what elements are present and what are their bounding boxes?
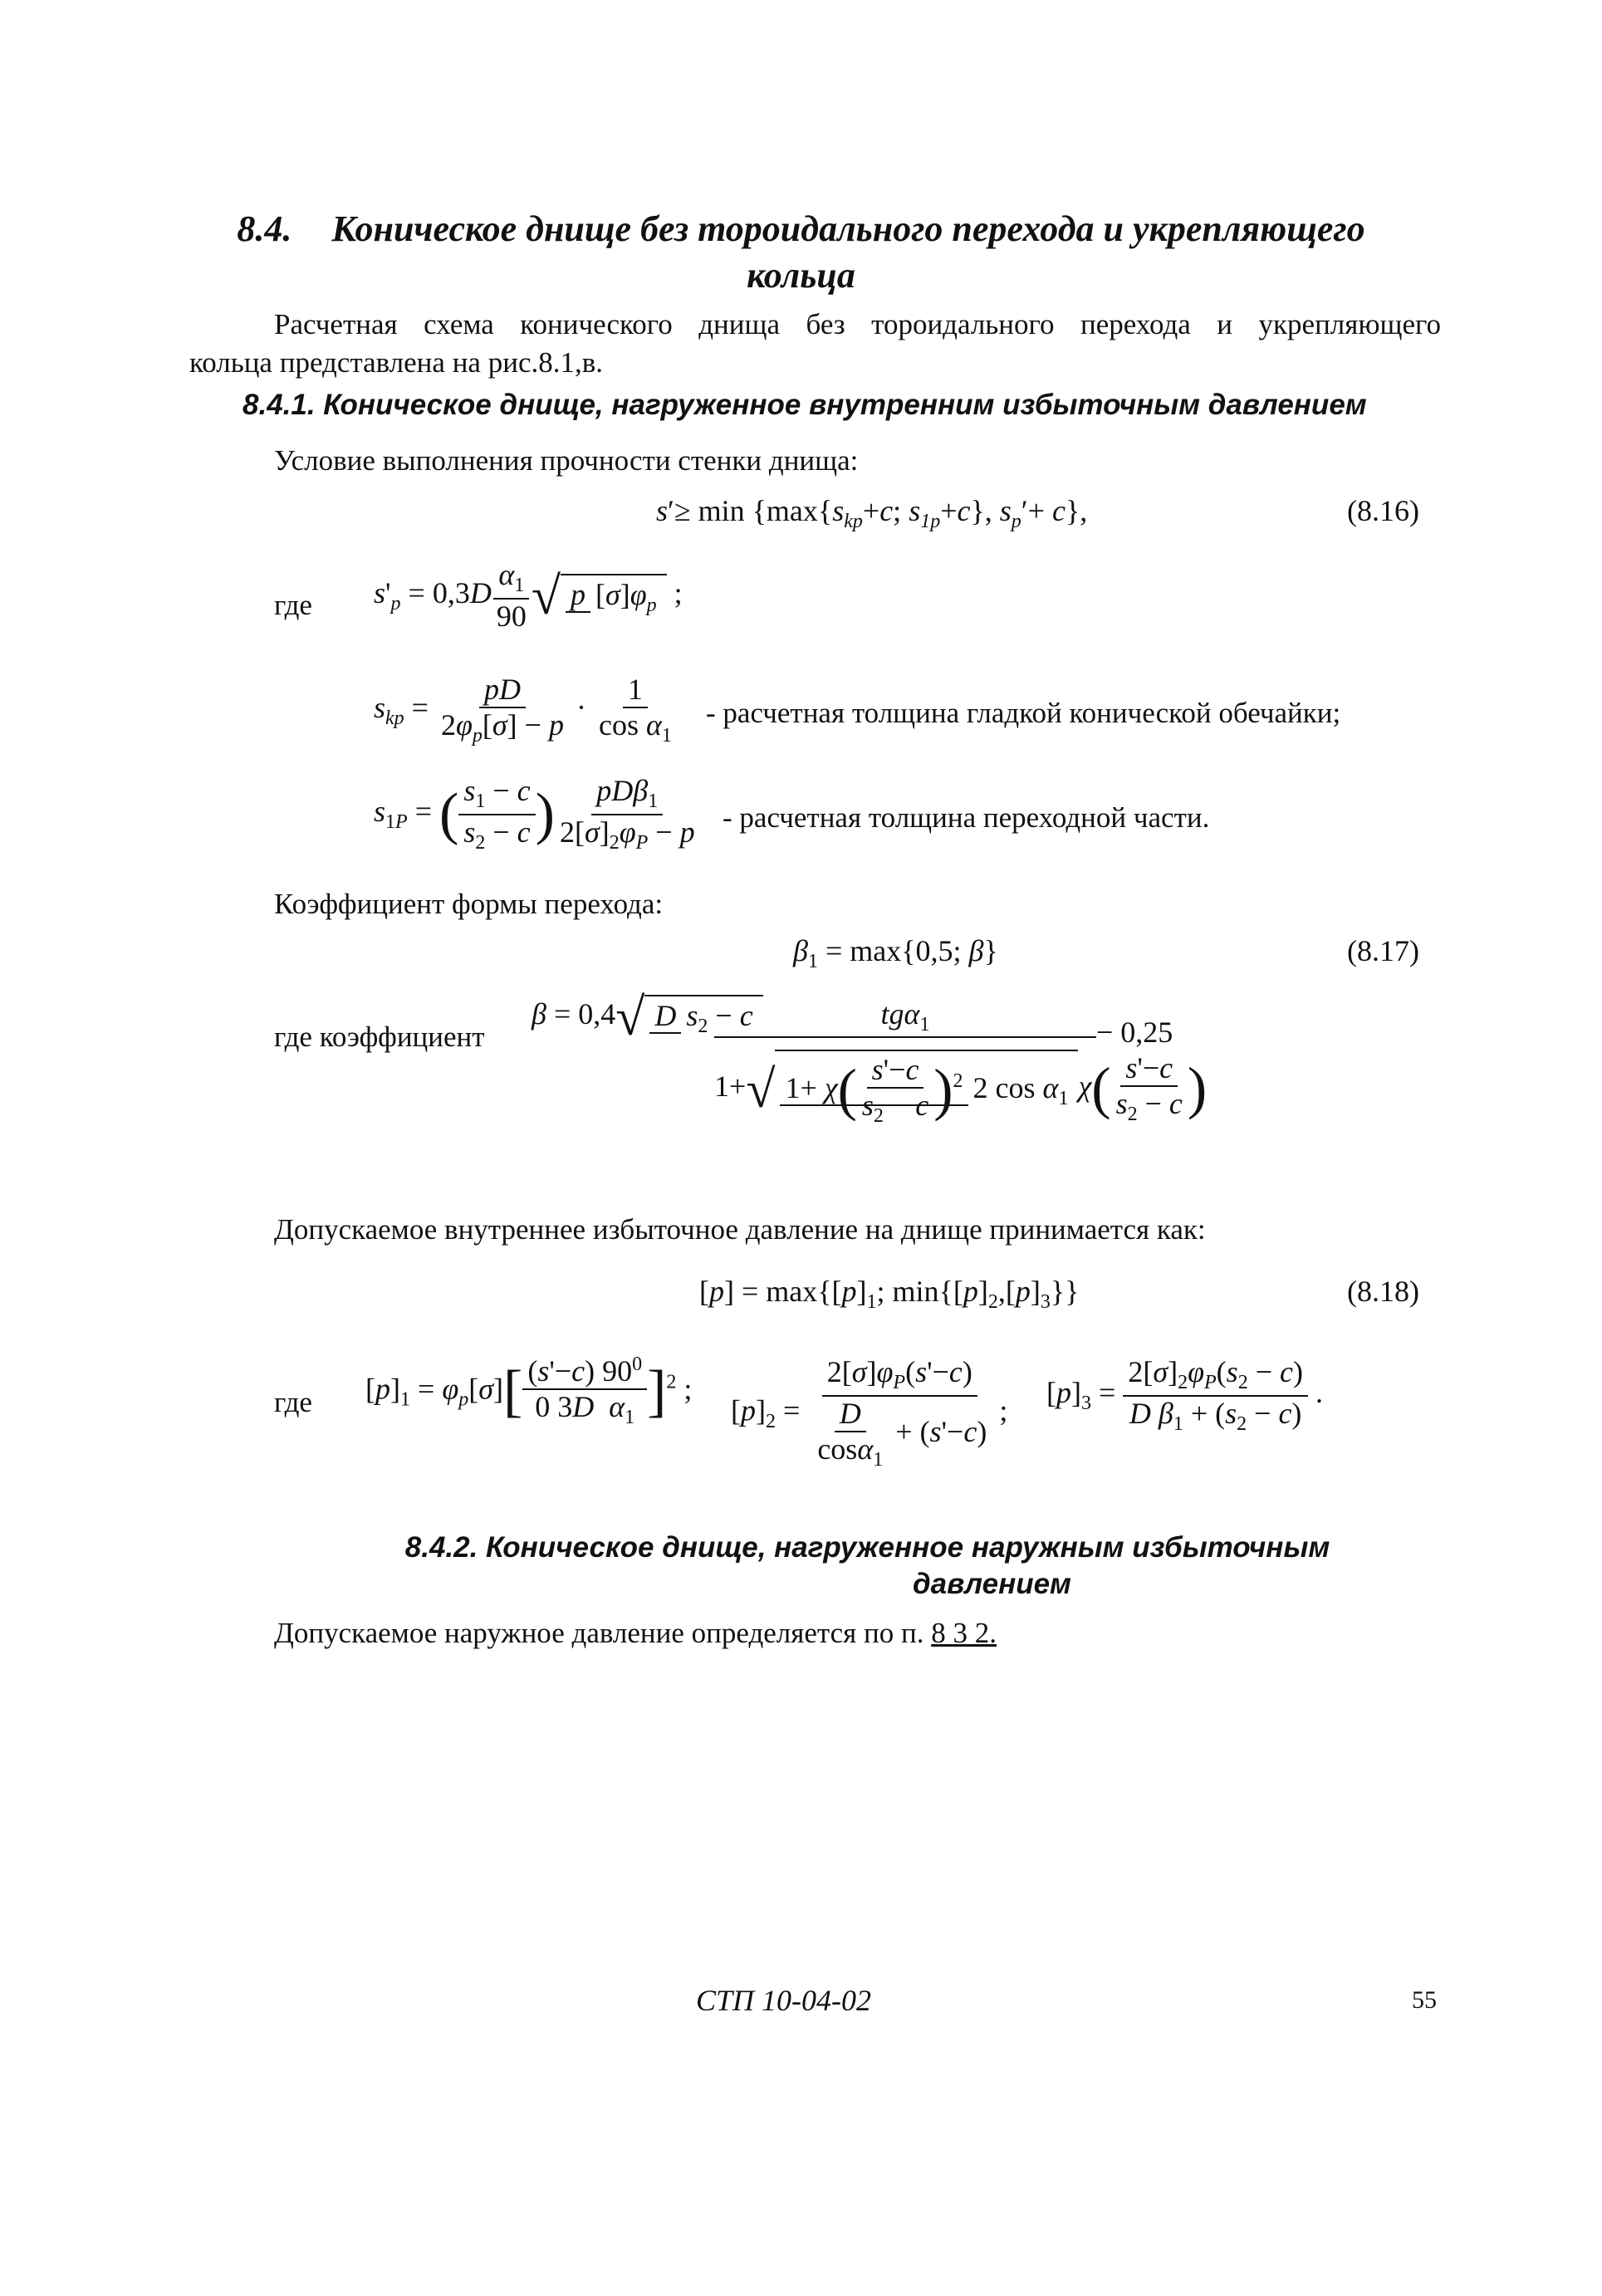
formula-8-17: $\beta_1 = \max\{0,5$; β} (793, 934, 998, 973)
beta-denominator: 1+√ 1+ χ( $\frac{s'-c}{s_2 - c}$ )$^2$ 2 $\cos \alpha_1$ χ( $\frac{s'-c}{s_2 - c}$ ) (714, 1050, 1207, 1128)
subsection-842-line2: давлением (913, 1568, 1071, 1600)
equation-number-8-17: (8.17) (1347, 934, 1419, 967)
strength-condition-label: Условие выполнения прочности стенки днища: (274, 444, 859, 477)
skp-description: - расчетная толщина гладкой конической обечайки; (706, 697, 1341, 729)
formula-8-16: $s'\ge \min \{\max\{s_{kp}+c$; $s_{1p}+c$}, $s_p'+ c$}, (656, 494, 1088, 533)
section-title (0, 206, 1602, 299)
formula-s-kp: $s_{kp}$ = $\frac{pD}{2\varphi_p[\sigma] - p}$ · $\frac{1}{\cos \alpha_1}$ (374, 673, 672, 747)
subsection-842-line1: 8.4.2. Коническое днище, нагруженное наружным избыточным (404, 1531, 1330, 1564)
formula-p2: $[p]_2$ = $2[\sigma]\varphi_P(s'-c)$ $\frac{D}{\cos\alpha_1}$ + (s'−c) ; (731, 1355, 1008, 1471)
formula-s-1p: $s_{1P}$ = ( $\frac{s_1 - c}{s_2 - c}$ ) $\frac{pD\beta_1}{2[\sigma]_2\varphi_P - p}$ (374, 774, 695, 854)
subsection-842-title (0, 1530, 1602, 1603)
intro-line1: Расчетная схема конического днища без тороидального перехода и укрепляющего (274, 308, 1441, 340)
beta-fraction-line (714, 1036, 1096, 1038)
s1p-description: - расчетная толщина переходной части. (723, 801, 1210, 834)
equation-number-8-18: (8.18) (1347, 1275, 1419, 1308)
beta-minus: − 0,25 (1096, 1016, 1173, 1049)
formula-beta: β = 0,4√ D $s_2 - c$ (532, 993, 763, 1041)
formula-s-prime-p: $s'_p = 0,3D$ $\frac{\alpha_1}{90}$ √ p $[\sigma]\varphi_p$ ; (374, 558, 683, 633)
formula-8-18: $[p] = \max\{[p]_1$; $\min\{[p]_2,[p]_3\}$} (699, 1275, 1080, 1314)
external-pressure-prefix: Допускаемое наружное давление определяется по п. (274, 1617, 924, 1649)
allowable-pressure-label: Допускаемое внутреннее избыточное давление на днище принимается как: (274, 1213, 1206, 1246)
beta-numerator: tgα$_1$ (880, 997, 930, 1036)
formula-p1: $[p]_1 = \varphi_p[\sigma]$[ $\frac{(s'-c) 90^0}{0 3D \alpha_1}$ ]$^2$ ; (365, 1354, 693, 1429)
intro-line2: кольца представлена на рис.8.1,в. (189, 346, 603, 379)
where-label-2: где (274, 1386, 312, 1418)
section-title-line1: Коническое днище без тороидального перехода и укрепляющего (331, 208, 1365, 249)
where-coefficient-label: где коэффициент (274, 1021, 485, 1053)
where-label-1: где (274, 589, 312, 621)
formula-p3: $[p]_3$ = $\frac{2[\sigma]_2\varphi_P(s_2 - c)}{D \beta_1 + (s_2 - c)}$ . (1046, 1355, 1323, 1435)
section-title-line2: кольца (747, 255, 855, 296)
footer-document-code: СТП 10-04-02 (696, 1984, 872, 2017)
section-reference-link[interactable]: 8 3 2. (931, 1617, 997, 1649)
page-number: 55 (1412, 1986, 1437, 2014)
equation-number-8-16: (8.16) (1347, 494, 1419, 527)
section-number: 8.4. (237, 208, 292, 249)
transition-coef-label: Коэффициент формы перехода: (274, 888, 664, 920)
external-pressure-text (274, 1614, 997, 1652)
subsection-841-title: 8.4.1. Коническое днище, нагруженное внутренним избыточным давлением (243, 389, 1367, 421)
